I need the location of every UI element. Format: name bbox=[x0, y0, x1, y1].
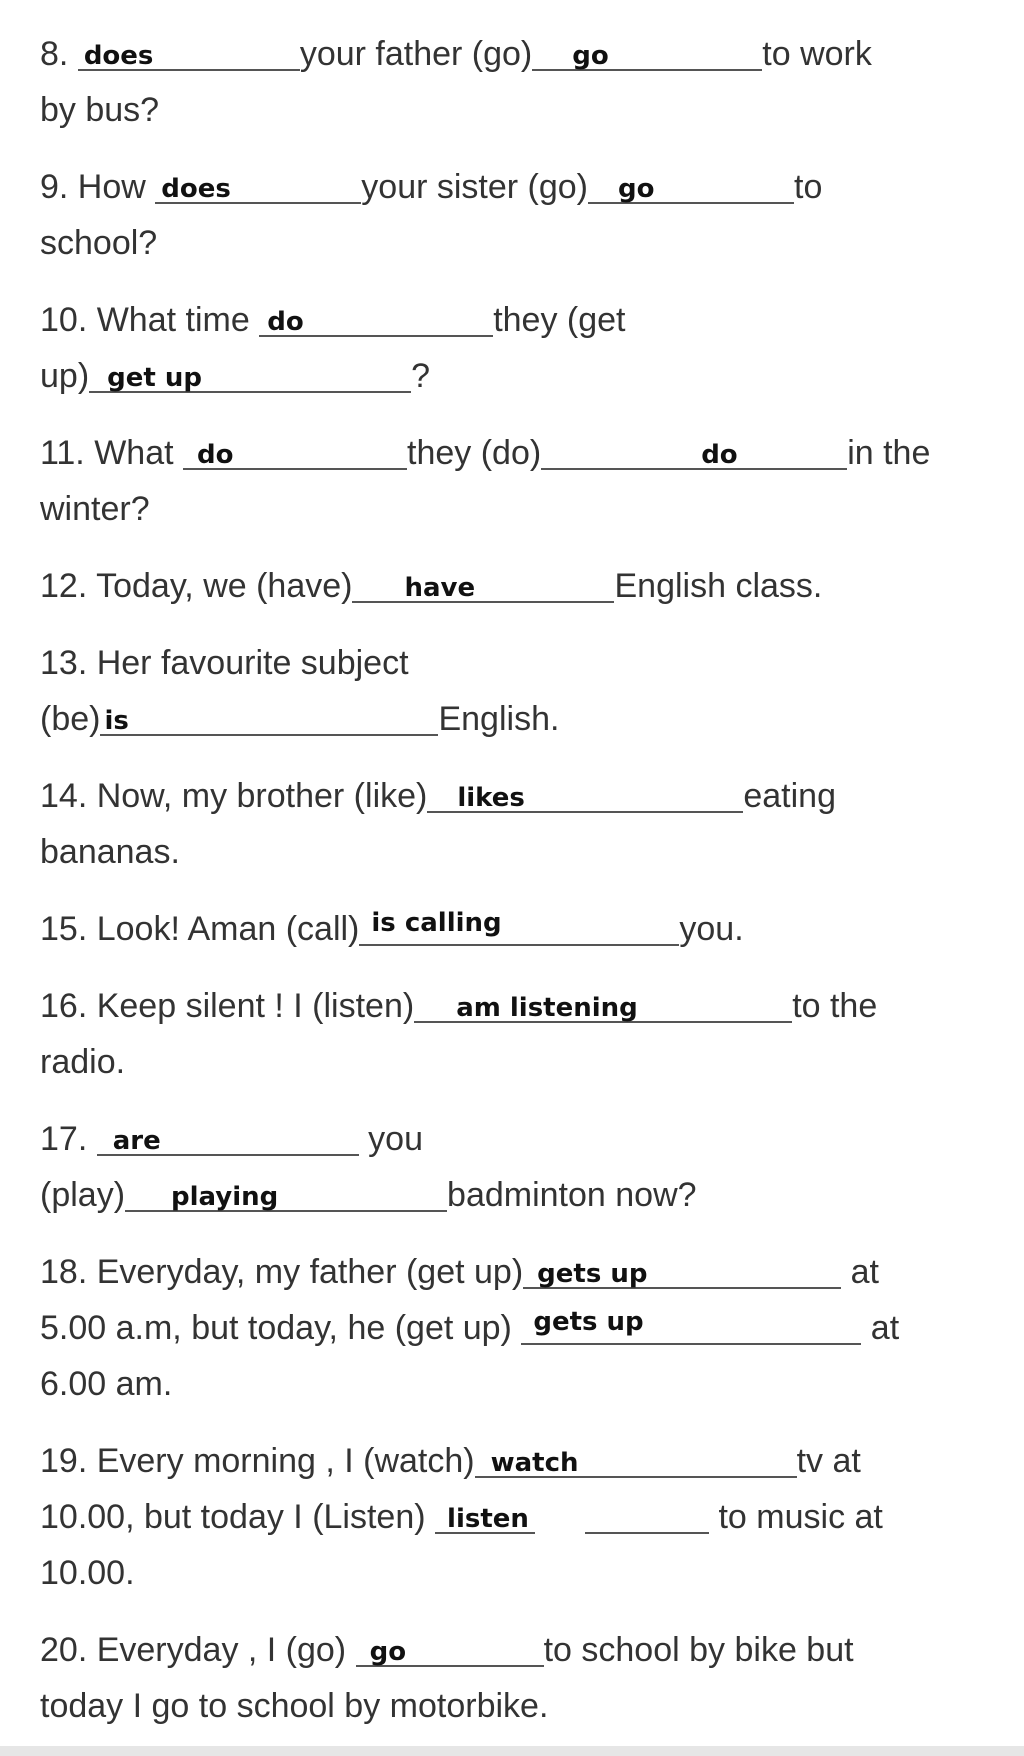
question-text: they (get bbox=[493, 301, 626, 339]
question-text: in the bbox=[847, 434, 931, 472]
question-text: today I go to school by motorbike. bbox=[40, 1687, 549, 1725]
bottom-edge bbox=[0, 1746, 1024, 1756]
exercise-item-16 bbox=[40, 978, 1024, 1090]
exercise-item-8 bbox=[40, 26, 1024, 138]
answer-blank[interactable] bbox=[100, 704, 438, 736]
handwritten-answer: do bbox=[701, 440, 738, 470]
handwritten-answer: do bbox=[267, 307, 304, 337]
answer-blank[interactable] bbox=[125, 1180, 447, 1212]
answer-blank[interactable] bbox=[155, 172, 361, 204]
answer-blank[interactable] bbox=[356, 1635, 544, 1667]
question-text: 10.00. bbox=[40, 1554, 135, 1592]
question-text: your father (go) bbox=[299, 35, 533, 73]
question-text: 5.00 a.m, but today, he (get up) bbox=[40, 1309, 512, 1347]
handwritten-answer: are bbox=[112, 1126, 161, 1156]
question-text: (be) bbox=[40, 700, 101, 738]
question-text: badminton now? bbox=[447, 1176, 697, 1214]
handwritten-answer: is calling bbox=[371, 908, 502, 938]
question-text: to work bbox=[762, 35, 872, 73]
question-text: tv at bbox=[796, 1442, 861, 1480]
answer-blank[interactable] bbox=[259, 305, 493, 337]
item-number: 10. What time bbox=[40, 301, 250, 339]
answer-blank[interactable] bbox=[523, 1257, 841, 1289]
item-number: 16. Keep silent ! I (listen) bbox=[40, 987, 415, 1025]
question-text: you bbox=[368, 1120, 423, 1158]
handwritten-answer: am listening bbox=[456, 993, 638, 1023]
question-text: school? bbox=[40, 224, 158, 262]
handwritten-answer: get up bbox=[107, 363, 202, 393]
handwritten-answer: does bbox=[161, 174, 231, 204]
exercise-item-13 bbox=[40, 635, 1024, 747]
question-text: up) bbox=[40, 357, 90, 395]
exercise-item-11 bbox=[40, 425, 1024, 537]
question-text: 6.00 am. bbox=[40, 1365, 173, 1403]
item-number: 8. bbox=[40, 35, 69, 73]
answer-blank[interactable] bbox=[414, 991, 792, 1023]
question-text: ? bbox=[411, 357, 431, 395]
answer-blank[interactable] bbox=[78, 39, 300, 71]
question-text: to the bbox=[792, 987, 878, 1025]
question-text: to bbox=[794, 168, 823, 206]
item-number: 19. Every morning , I (watch) bbox=[40, 1442, 475, 1480]
question-text: 13. Her favourite subject bbox=[40, 644, 409, 682]
answer-blank[interactable] bbox=[183, 438, 407, 470]
answer-blank[interactable] bbox=[521, 1307, 861, 1345]
exercise-item-20 bbox=[40, 1622, 1024, 1734]
exercise-item-18 bbox=[40, 1244, 1024, 1412]
exercise-item-10 bbox=[40, 292, 1024, 404]
question-text: English class. bbox=[614, 567, 823, 605]
exercise-item-17 bbox=[40, 1111, 1024, 1223]
answer-blank[interactable] bbox=[352, 571, 614, 603]
exercise-item-9 bbox=[40, 159, 1024, 271]
answer-blank[interactable] bbox=[541, 438, 847, 470]
question-text: winter? bbox=[40, 490, 150, 528]
exercise-item-14 bbox=[40, 768, 1024, 880]
item-number: 9. How bbox=[40, 168, 146, 206]
handwritten-answer: watch bbox=[490, 1448, 579, 1478]
question-text: at bbox=[850, 1253, 879, 1291]
handwritten-answer: go bbox=[572, 41, 609, 71]
answer-blank[interactable] bbox=[532, 39, 762, 71]
exercise-item-19 bbox=[40, 1433, 1024, 1601]
exercise-item-12 bbox=[40, 558, 1024, 614]
question-text: your sister (go) bbox=[361, 168, 589, 206]
answer-blank[interactable] bbox=[89, 361, 411, 393]
answer-blank[interactable] bbox=[588, 172, 794, 204]
question-text: English. bbox=[438, 700, 560, 738]
answer-blank[interactable] bbox=[359, 908, 679, 946]
item-number: 14. Now, my brother (like) bbox=[40, 777, 428, 815]
question-text: eating bbox=[743, 777, 836, 815]
question-text: 10.00, but today I (Listen) bbox=[40, 1498, 426, 1536]
answer-blank[interactable] bbox=[475, 1446, 797, 1478]
question-text: to school by bike but bbox=[543, 1631, 854, 1669]
handwritten-answer: does bbox=[83, 41, 154, 71]
question-text: by bus? bbox=[40, 91, 160, 129]
handwritten-answer: likes bbox=[457, 783, 525, 813]
answer-blank[interactable] bbox=[427, 781, 743, 813]
answer-blank[interactable] bbox=[435, 1502, 535, 1534]
handwritten-answer: go bbox=[369, 1637, 407, 1667]
answer-blank[interactable] bbox=[585, 1502, 709, 1534]
question-text: they (do) bbox=[407, 434, 542, 472]
handwritten-answer: have bbox=[404, 573, 476, 603]
handwritten-answer: is bbox=[104, 706, 129, 736]
question-text: to music at bbox=[718, 1498, 883, 1536]
question-text: radio. bbox=[40, 1043, 126, 1081]
exercise-item-15 bbox=[40, 901, 1024, 957]
item-number: 15. Look! Aman (call) bbox=[40, 910, 360, 948]
question-text: bananas. bbox=[40, 833, 180, 871]
handwritten-answer: listen bbox=[447, 1504, 529, 1534]
question-text: you. bbox=[679, 910, 744, 948]
item-number: 17. bbox=[40, 1120, 88, 1158]
item-number: 12. Today, we (have) bbox=[40, 567, 353, 605]
handwritten-answer: playing bbox=[171, 1182, 279, 1212]
item-number: 11. What bbox=[40, 434, 174, 472]
handwritten-answer: do bbox=[197, 440, 234, 470]
handwritten-answer: gets up bbox=[533, 1307, 644, 1337]
handwritten-answer: go bbox=[618, 174, 655, 204]
answer-blank[interactable] bbox=[97, 1124, 359, 1156]
question-text: at bbox=[870, 1309, 900, 1347]
handwritten-answer: gets up bbox=[537, 1259, 648, 1289]
item-number: 20. Everyday , I (go) bbox=[40, 1631, 347, 1669]
question-text: (play) bbox=[40, 1176, 126, 1214]
item-number: 18. Everyday, my father (get up) bbox=[40, 1253, 524, 1291]
